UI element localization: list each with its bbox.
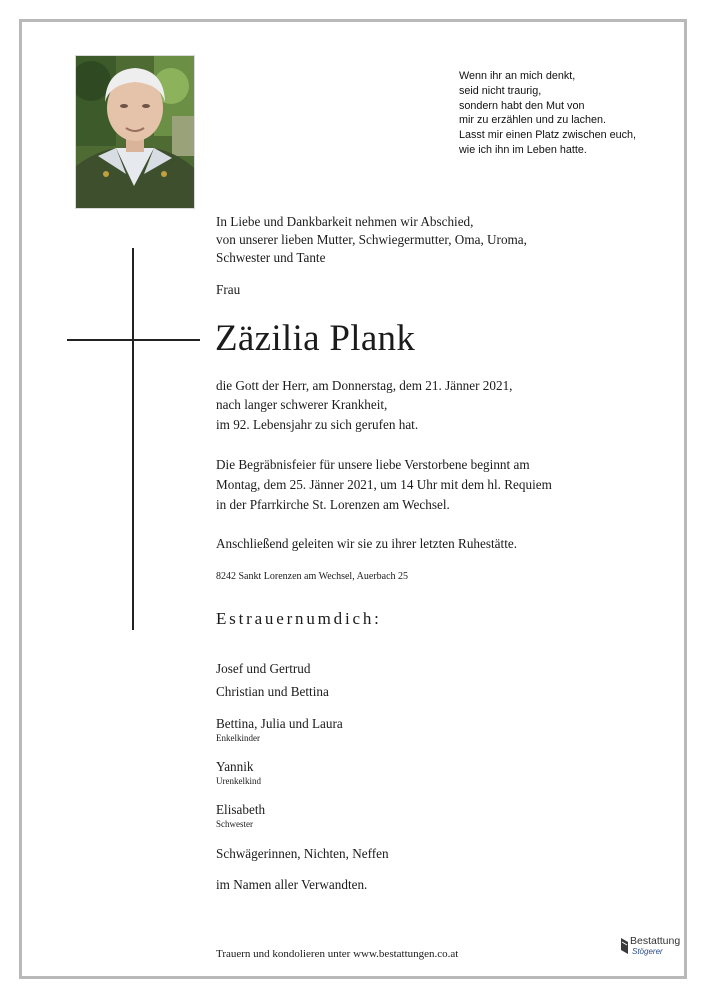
poem-line: Wenn ihr an mich denkt, [459,70,576,82]
death-notice-line: die Gott der Herr, am Donnerstag, dem 21. Jänner 2021, [216,378,513,393]
funeral-line: Die Begräbnisfeier für unsere liebe Verstorbene beginnt am [216,457,530,472]
footer-condolence: Trauern und kondolieren unter www.bestattungen.co.at [216,948,459,960]
funeral-home-logo [620,935,684,963]
intro-line: In Liebe und Dankbarkeit nehmen wir Abschied, [216,214,474,229]
burial-text: Anschließend geleiten wir sie zu ihrer letzten Ruhestätte. [216,536,518,551]
funeral-line: in der Pfarrkirche St. Lorenzen am Wechsel. [216,497,450,512]
mourner-line: Bettina, Julia und Laura [216,716,343,731]
mourners-heading: Estrauernumdich: [216,609,382,628]
poem-line: mir zu erzählen und zu lachen. [459,114,607,127]
poem [459,69,684,158]
cross-vertical-beam [132,248,134,630]
cross-horizontal-beam [67,339,200,341]
logo-line-1: Bestattung [630,935,681,947]
relation-label: Enkelkinder [216,733,260,743]
death-notice-line: im 92. Lebensjahr zu sich gerufen hat. [216,417,419,432]
intro-line: von unserer lieben Mutter, Schwiegermutter, Oma, Uroma, [216,232,527,247]
poem-line: sondern habt den Mut von [459,99,585,112]
intro-line: Schwester und Tante [216,250,326,265]
poem-line: wie ich ihn im Leben hatte. [459,143,587,156]
deceased-name: Zäzilia Plank [215,318,416,359]
logo-line-2: Stögerer [632,947,663,956]
mourner-line: Schwägerinnen, Nichten, Neffen [216,846,389,861]
mourner-line: Yannik [216,759,254,774]
death-notice-line: nach langer schwerer Krankheit, [216,397,388,412]
funeral-line: Montag, dem 25. Jänner 2021, um 14 Uhr mit dem hl. Requiem [216,477,552,492]
poem-line: Lasst mir einen Platz zwischen euch, [459,129,637,142]
salutation: Frau [216,282,241,297]
relation-label: Urenkelkind [216,776,261,786]
address: 8242 Sankt Lorenzen am Wechsel, Auerbach 25 [216,571,409,582]
portrait-photo [75,55,195,209]
poem-line: seid nicht traurig, [459,84,542,97]
logo-mark-icon [620,937,629,955]
mourner-line: Christian und Bettina [216,684,329,699]
mourner-line: im Namen aller Verwandten. [216,877,368,892]
mourner-line: Josef und Gertrud [216,661,311,676]
mourner-line: Elisabeth [216,802,266,817]
relation-label: Schwester [216,819,253,829]
